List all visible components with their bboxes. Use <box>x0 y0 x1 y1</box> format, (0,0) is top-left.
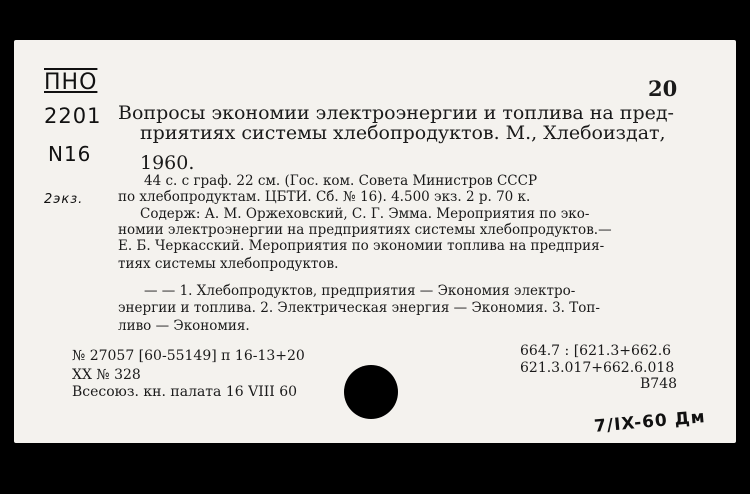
handwritten-shelf-number: 2201 <box>44 104 102 128</box>
description-line-1: 44 с. с граф. 22 см. (Гос. ком. Совета Министров СССР <box>144 173 538 189</box>
handwritten-bottom-note: 7/IX-60 Дм <box>593 407 707 437</box>
subject-line-3: ливо — Экономия. <box>118 318 250 334</box>
contents-line-4: тиях системы хлебопродуктов. <box>118 256 339 272</box>
contents-line-1: Содерж: А. М. Оржеховский, С. Г. Эмма. Мероприятия по эко- <box>140 206 590 222</box>
handwritten-shelf-code: ПНО <box>44 70 98 95</box>
handwritten-item-number: N16 <box>48 142 92 166</box>
title-line-3: 1960. <box>140 152 195 174</box>
description-line-2: по хлебопродуктам. ЦБТИ. Сб. № 16). 4.500 экз. 2 р. 70 к. <box>118 189 531 205</box>
card-number: 20 <box>648 76 678 101</box>
contents-line-2: номии электроэнергии на предприятиях системы хлебопродуктов.— <box>118 222 612 238</box>
registry-line-2: XX № 328 <box>72 367 141 383</box>
punch-hole <box>344 365 398 419</box>
classification-line-3: B748 <box>640 376 678 392</box>
classification-line-1: 664.7 : [621.3+662.6 <box>520 343 672 359</box>
subject-line-2: энергии и топлива. 2. Электрическая энергия — Экономия. 3. Топ- <box>118 300 600 316</box>
handwritten-margin-mark: 2экз. <box>44 192 84 207</box>
title-line-1: Вопросы экономии электроэнергии и топлива на пред- <box>118 102 674 124</box>
registry-line-3: Всесоюз. кн. палата 16 VIII 60 <box>72 384 298 400</box>
classification-line-2: 621.3.017+662.6.018 <box>520 360 675 376</box>
subject-line-1: — — 1. Хлебопродуктов, предприятия — Экономия электро- <box>144 283 576 299</box>
title-line-2: приятиях системы хлебопродуктов. М., Хлебоиздат, <box>140 122 666 144</box>
registry-line-1: № 27057 [60-55149] п 16-13+20 <box>72 348 305 364</box>
contents-line-3: Е. Б. Черкасский. Мероприятия по экономии топлива на предприя- <box>118 238 605 254</box>
